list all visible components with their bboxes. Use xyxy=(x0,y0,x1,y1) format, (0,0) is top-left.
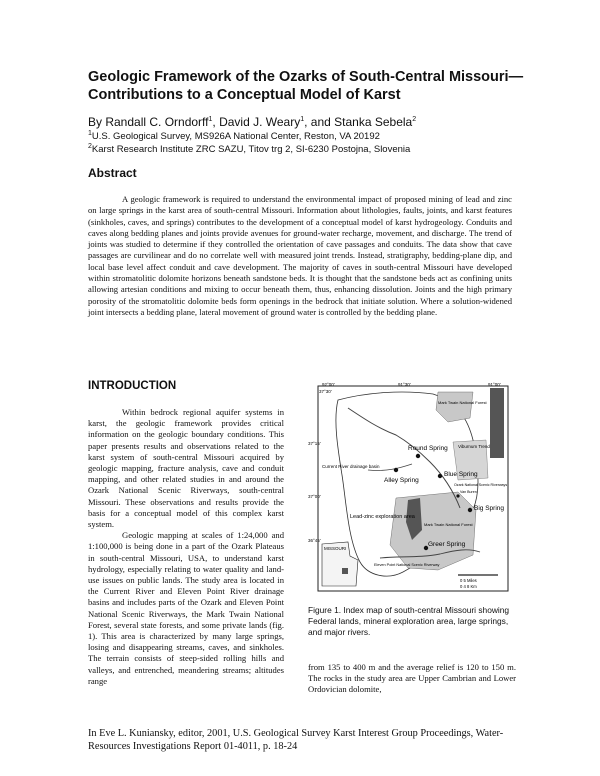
label-round-spring: Round Spring xyxy=(408,445,448,452)
label-big-spring: Big Spring xyxy=(474,505,504,512)
intro-paragraph-1: Within bedrock regional aquifer systems in karst, the geologic framework provides critical information on the geologic boundary conditions. This paper presents results and observations related to the karst system of south-central Missouri acquired by geologic mapping, fracture analysis, cave and conduit mapping, and other related studies in and around the Ozark National Scenic Riverways, south-central Missouri. These observations and results provide the basis for a conceptual model of this complex karst system. xyxy=(88,407,284,530)
federal-land-south xyxy=(390,492,476,570)
author-1: Randall C. Orndorff xyxy=(105,115,209,129)
index-map-figure xyxy=(308,380,512,595)
label-blue-spring: Blue Spring xyxy=(444,471,478,478)
lat-37-15: 37°15' xyxy=(308,441,321,446)
author-1-affil: 1 xyxy=(208,116,213,123)
citation-footer: In Eve L. Kuniansky, editor, 2001, U.S. Geological Survey Karst Interest Group Proceedings, Water-Resources Investigations Report 01-4011, p. 18-24 xyxy=(88,728,504,752)
affiliation-2-text: Karst Research Institute ZRC SAZU, Titov trg 2, SI-6230 Postojna, Slovenia xyxy=(91,144,411,156)
lat-37-30: 37°30' xyxy=(319,389,332,394)
author-line xyxy=(88,113,416,129)
label-eleven-point: Eleven Point National Scenic Riverway xyxy=(374,563,440,567)
by-prefix: By xyxy=(88,115,106,129)
current-river xyxy=(348,408,460,508)
intro-paragraph-2: Geologic mapping at scales of 1:24,000 and 1:100,000 is being done in a part of the Ozark Plateaus in south-central Missouri, USA, to understand karst hydrology, especially relating to water quality and land-use issues on public lands. The study area is located in the Current River and Eleven Point River drainage basins and includes parts of the Ozark and Eleven Point National Scenic Riverways, the Mark Twain National Forest, several state forests, and some private lands (fig. 1). This area is characterized by many large springs, losing and disappearing streams, caves, and sinkholes. The terrain consists of steep-sided rolling hills and valleys, and entrenched, meandering streams; altitudes range xyxy=(88,530,284,686)
missouri-inset-study-area xyxy=(342,568,348,574)
lat-36-45: 36°45' xyxy=(308,538,321,543)
author-3-affil: 2 xyxy=(412,116,417,123)
paper-title: Geologic Framework of the Ozarks of South-Central Missouri—Contributions to a Conceptual Model of Karst xyxy=(88,69,524,103)
label-mark-twain-south: Mark Twain National Forest xyxy=(424,522,473,527)
van-buren-marker xyxy=(456,494,459,497)
big-spring-marker xyxy=(468,508,472,512)
author-2-affil: 1 xyxy=(300,116,305,123)
alley-spring-marker xyxy=(394,468,398,472)
label-scale-miles: 0 5 Miles xyxy=(460,578,477,583)
lon-92: 92°00' xyxy=(322,382,335,387)
affiliation-2-number: 2 xyxy=(88,143,92,150)
label-greer-spring: Greer Spring xyxy=(428,541,466,548)
abstract-heading: Abstract xyxy=(88,166,137,180)
label-alley-spring: Alley Spring xyxy=(384,477,419,484)
label-scale-km: 0 4 8 Km xyxy=(460,584,477,589)
abstract-body: A geologic framework is required to understand the environmental impact of proposed mining of lead and zinc on large springs in the karst area of south-central Missouri. Information about lithologies, faults, joints, and karst features (sinkholes, caves, and springs) contributes to the development of a conceptual model of karst hydrogeology. Conduits and caves along bedding planes and joints provide avenues for ground-water recharge, movement, and discharge. The trend of joints was studied to determine if they controlled the orientation of cave passages and conduits. The data show that cave passages are curvilinear and do no correlate well with measured joint trends. Instead, stratigraphy, bedding-plane dip, and local base level affect conduit and cave development. The majority of caves in south-central Missouri have developed within stromatolitic dolomite horizons beneath sandstone beds. It is thought that the sandstone beds act as confining units allowing artesian conditions and mixing to occur beneath them, thus, enhancing dissolution. Joints and the high primary porosity of the stromatolitic dolomite beds form openings in the bedrock that initiate solution. Where a solution-widened joint intersects a bedding plane, lateral movement of ground water is controlled by the bedding plane. xyxy=(88,194,512,317)
figure-caption: Figure 1. Index map of south-central Missouri showing Federal lands, mineral exploration area, large springs, and major rivers. xyxy=(308,605,510,638)
affiliation-1-text: U.S. Geological Survey, MS926A National Center, Reston, VA 20192 xyxy=(91,131,380,143)
label-missouri: MISSOURI xyxy=(324,546,347,551)
label-ozark-riverways: Ozark National Scenic Riverways xyxy=(454,483,508,487)
lon-91: 91°00' xyxy=(488,382,501,387)
federal-land-north xyxy=(436,392,473,422)
continued-body-text: from 135 to 400 m and the average relief is 120 to 150 m. The rocks in the study area are Upper Cambrian and Lower Ordovician dolomite, xyxy=(308,662,516,695)
label-current-river: Current River drainage basin xyxy=(322,464,380,469)
label-viburnum-trend: Viburnum Trend xyxy=(458,444,490,449)
lon-91-30: 91°30' xyxy=(398,382,411,387)
viburnum-trend-area xyxy=(490,388,504,458)
label-mark-twain-north: Mark Twain National Forest xyxy=(438,400,487,405)
introduction-heading: INTRODUCTION xyxy=(88,380,177,392)
lat-37-00: 37°00' xyxy=(308,494,321,499)
blue-spring-marker xyxy=(438,474,442,478)
label-lead-zinc: Lead-zinc exploration area xyxy=(350,514,415,520)
author-2: , David J. Weary xyxy=(212,115,301,129)
author-3: , and Stanka Sebela xyxy=(304,115,413,129)
affiliation-1-number: 1 xyxy=(88,130,92,137)
round-spring-marker xyxy=(416,454,420,458)
label-van-buren: Van Buren xyxy=(460,490,477,494)
introduction-body xyxy=(88,407,284,687)
affiliation-2 xyxy=(88,141,410,156)
